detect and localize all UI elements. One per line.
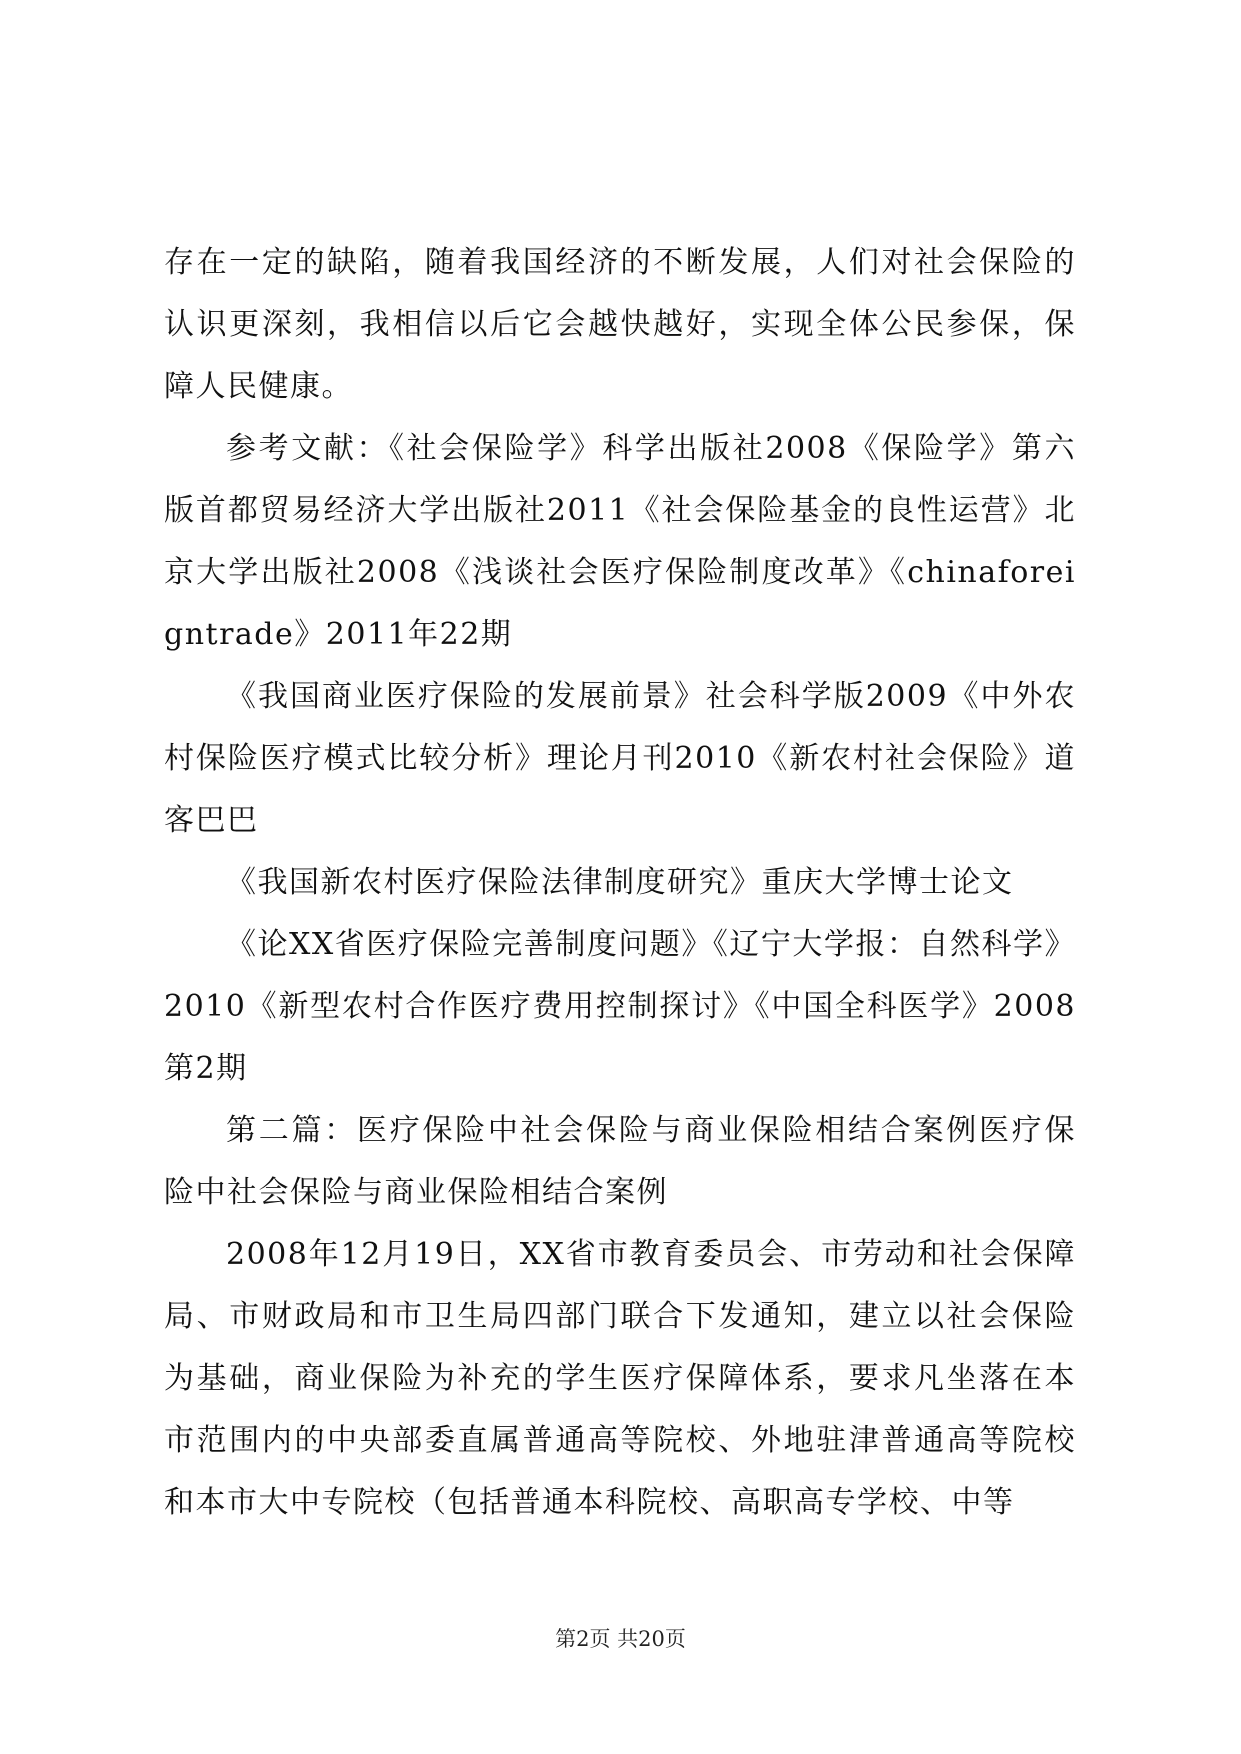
paragraph-references-4: 《论XX省医疗保险完善制度问题》《辽宁大学报：自然科学》2010《新型农村合作医疗费用控制探讨》《中国全科医学》2008第2期 <box>164 927 1076 1086</box>
paragraph-references-3: 《我国新农村医疗保险法律制度研究》重庆大学博士论文 <box>226 865 1014 900</box>
document-body <box>164 232 1076 1534</box>
paragraph-references-intro: 参考文献：《社会保险学》科学出版社2008《保险学》第六版首都贸易经济大学出版社2011《社会保险基金的良性运营》北京大学出版社2008《浅谈社会医疗保险制度改革》《chinaforeigntrade》2011年22期 <box>164 431 1076 652</box>
page-number-footer: 第2页 共20页 <box>555 1627 686 1651</box>
paragraph-conclusion: 存在一定的缺陷，随着我国经济的不断发展，人们对社会保险的认识更深刻，我相信以后它会越快越好，实现全体公民参保，保障人民健康。 <box>164 245 1076 404</box>
paragraph-case-body: 2008年12月19日，XX省市教育委员会、市劳动和社会保障局、市财政局和市卫生局四部门联合下发通知，建立以社会保险为基础，商业保险为补充的学生医疗保障体系，要求凡坐落在本市范围内的中央部委直属普通高等院校、外地驻津普通高等院校和本市大中专院校（包括普通本科院校、高职高专学校、中等 <box>164 1237 1076 1520</box>
section-heading-part-two: 第二篇：医疗保险中社会保险与商业保险相结合案例医疗保险中社会保险与商业保险相结合案例 <box>164 1113 1076 1210</box>
paragraph-references-2: 《我国商业医疗保险的发展前景》社会科学版2009《中外农村保险医疗模式比较分析》理论月刊2010《新农村社会保险》道客巴巴 <box>164 679 1076 838</box>
